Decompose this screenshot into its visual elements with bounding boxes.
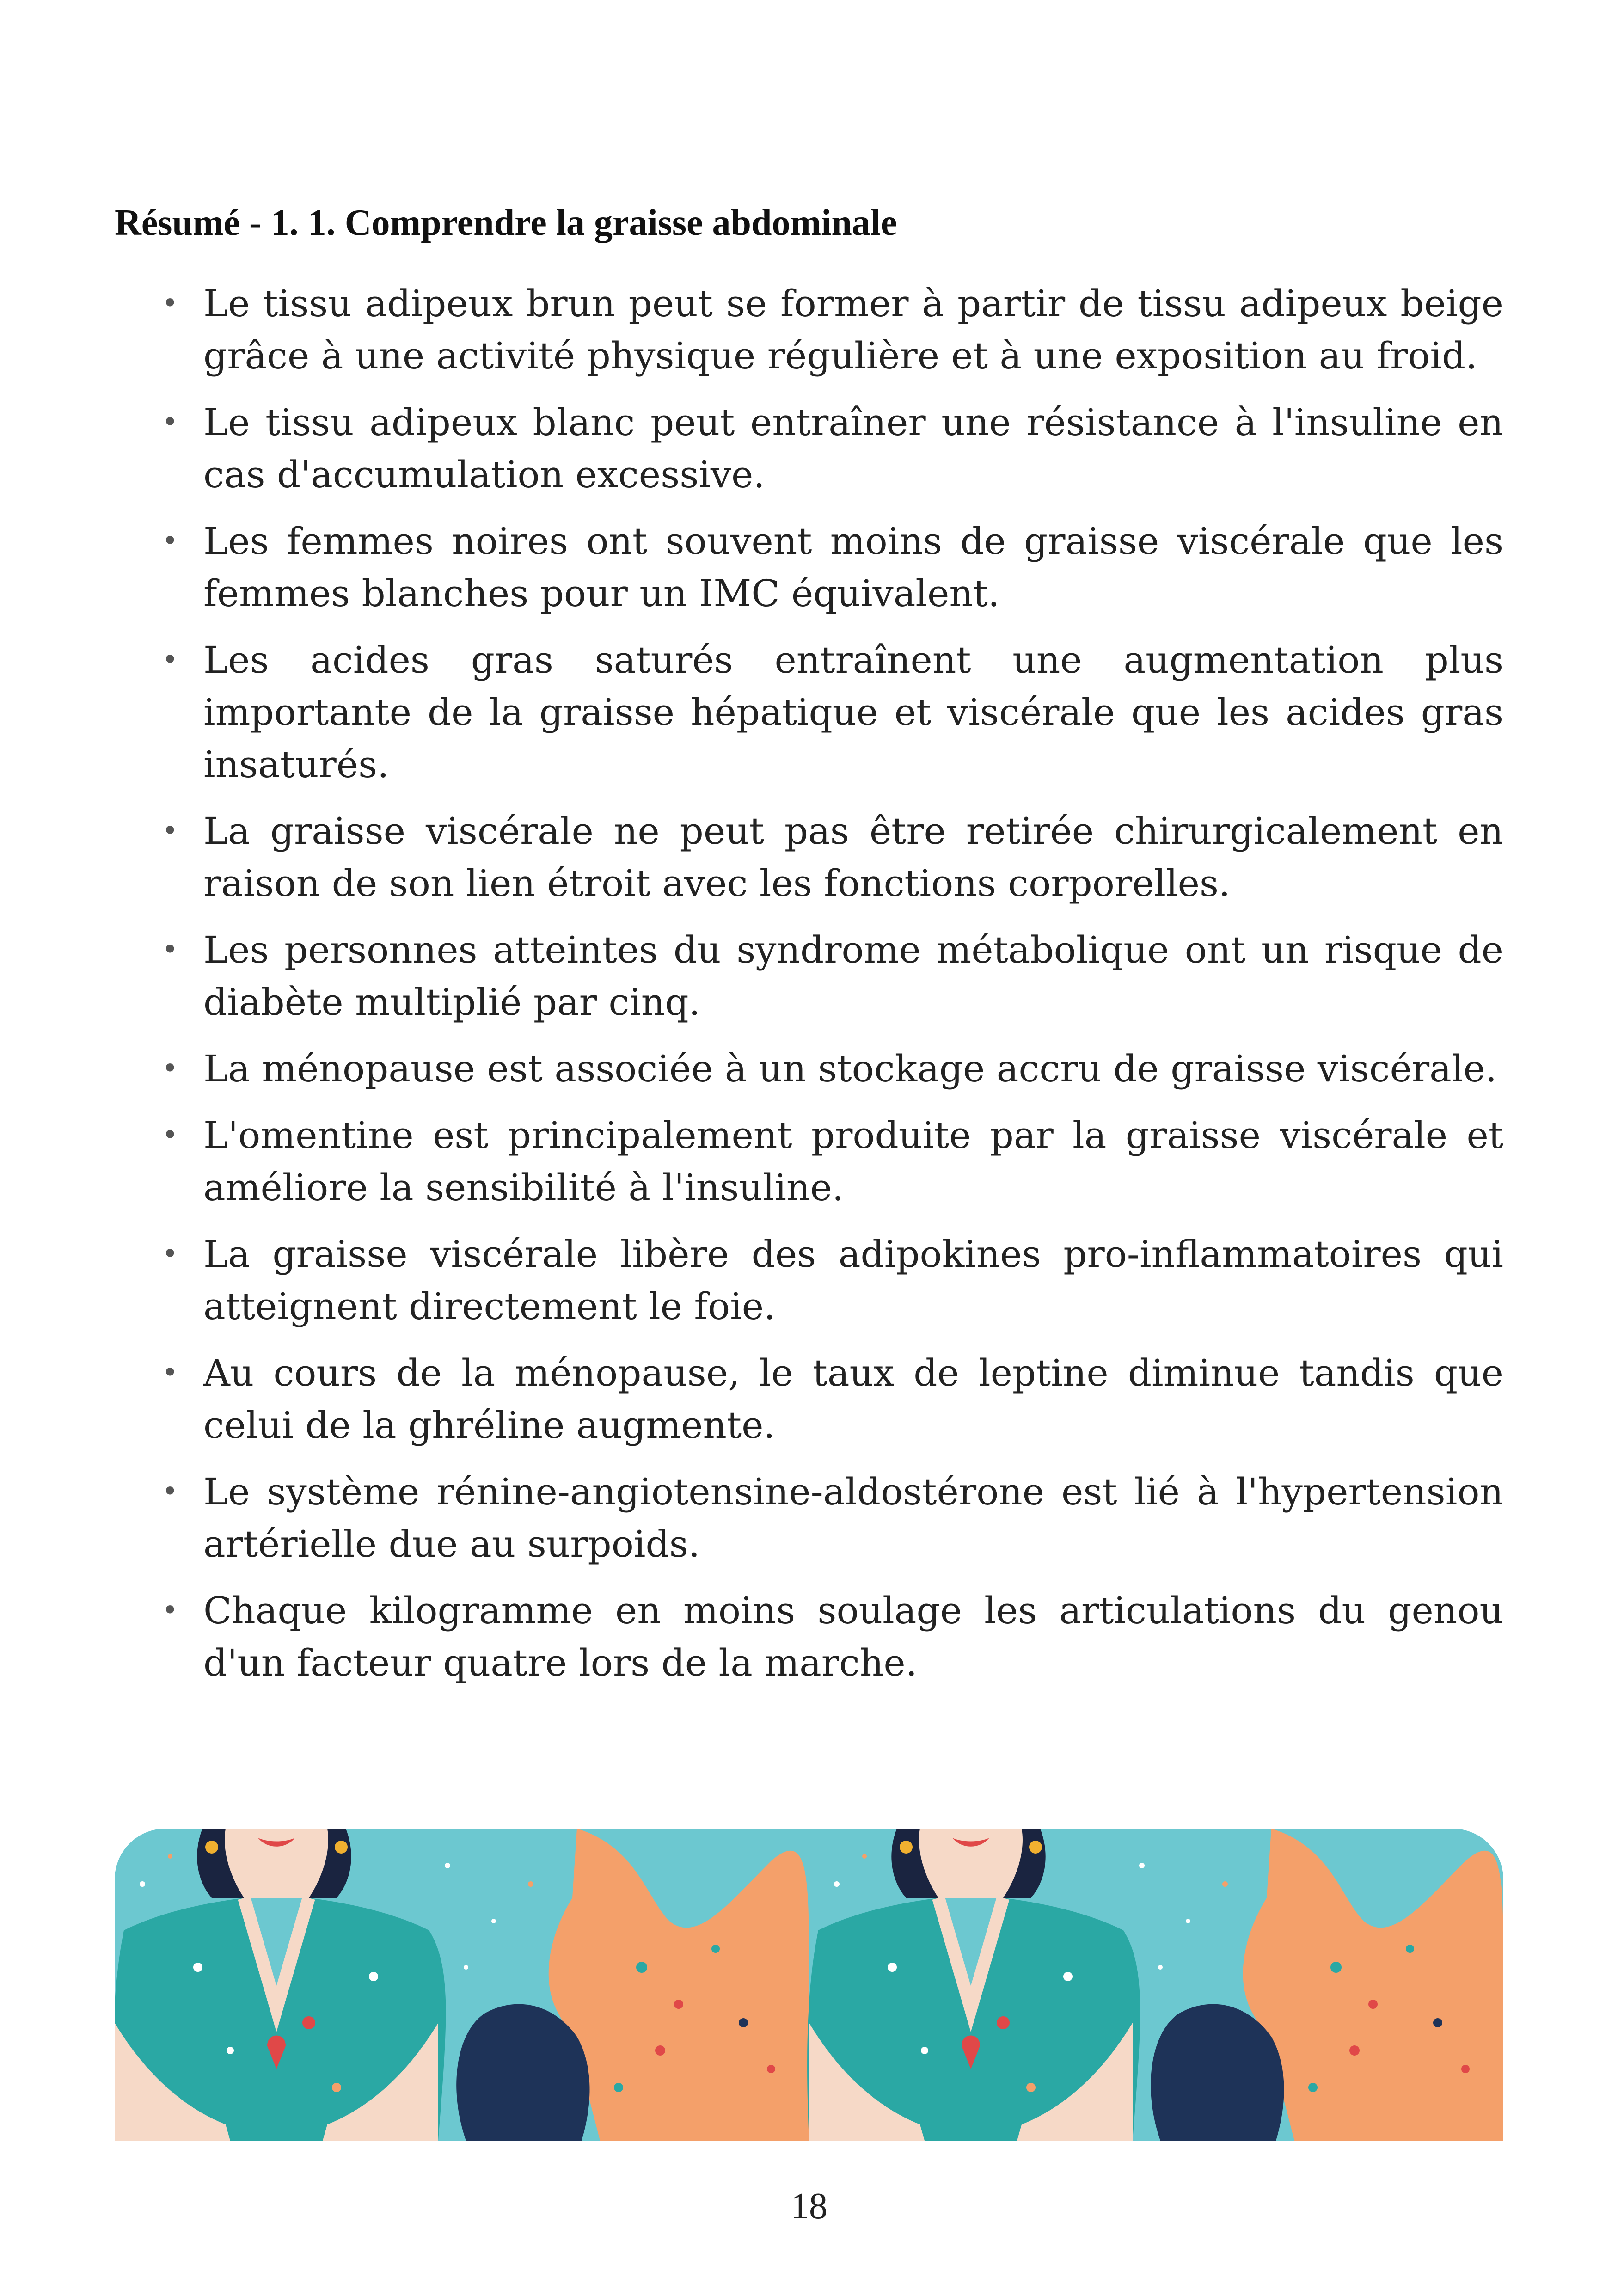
bullet-dot: • [162, 406, 178, 438]
bullet-text: Au cours de la ménopause, le taux de leptine diminue tandis que celui de la ghréline augmente. [203, 1351, 1503, 1447]
page-heading: Résumé - 1. 1. Comprendre la graisse abdominale [115, 203, 897, 243]
bullet-dot: • [162, 815, 178, 847]
bullet-item [153, 634, 1503, 791]
illustration-svg [115, 1829, 1503, 2141]
bullet-text: L'omentine est principalement produite par la graisse viscérale et améliore la sensibilité à l'insuline. [203, 1114, 1503, 1209]
bullet-item [153, 396, 1503, 501]
page-number: 18 [791, 2186, 827, 2227]
bullet-dot: • [162, 1119, 178, 1151]
bullet-text: Les femmes noires ont souvent moins de graisse viscérale que les femmes blanches pour un IMC équivalent. [203, 520, 1503, 615]
bullet-dot: • [162, 1475, 178, 1508]
bullet-dot: • [162, 644, 178, 676]
bullet-item [153, 515, 1503, 620]
bullet-item [153, 805, 1503, 909]
bullet-item [153, 1109, 1503, 1214]
bullet-item [153, 1043, 1503, 1095]
woman-illustration-banner [115, 1829, 1503, 2141]
bullet-item [153, 924, 1503, 1028]
bullet-text: La graisse viscérale libère des adipokines pro-inflammatoires qui atteignent directement le foie. [203, 1233, 1503, 1328]
bullet-dot: • [162, 525, 178, 557]
bullet-item [153, 1347, 1503, 1451]
bullet-text: Le tissu adipeux brun peut se former à partir de tissu adipeux beige grâce à une activité physique régulière et à une exposition au froid. [203, 282, 1503, 377]
bullet-item [153, 277, 1503, 382]
bullet-text: La ménopause est associée à un stockage accru de graisse viscérale. [203, 1047, 1497, 1090]
bullet-dot: • [162, 1052, 178, 1085]
bullet-dot: • [162, 933, 178, 966]
bullet-dot: • [162, 287, 178, 319]
summary-bullet-list [153, 277, 1503, 1703]
bullet-text: La graisse viscérale ne peut pas être retirée chirurgicalement en raison de son lien étroit avec les fonctions corporelles. [203, 810, 1503, 905]
bullet-item [153, 1466, 1503, 1570]
bullet-text: Le tissu adipeux blanc peut entraîner une résistance à l'insuline en cas d'accumulation excessive. [203, 401, 1503, 496]
bullet-text: Chaque kilogramme en moins soulage les articulations du genou d'un facteur quatre lors de la marche. [203, 1589, 1503, 1684]
bullet-text: Le système rénine-angiotensine-aldostérone est lié à l'hypertension artérielle due au surpoids. [203, 1470, 1503, 1565]
bullet-dot: • [162, 1594, 178, 1627]
bullet-item [153, 1584, 1503, 1689]
bullet-dot: • [162, 1238, 178, 1270]
bullet-item [153, 1228, 1503, 1332]
bullet-text: Les acides gras saturés entraînent une augmentation plus importante de la graisse hépatique et viscérale que les acides gras insaturés. [203, 638, 1503, 786]
bullet-text: Les personnes atteintes du syndrome métabolique ont un risque de diabète multiplié par cinq. [203, 928, 1503, 1024]
bullet-dot: • [162, 1357, 178, 1389]
